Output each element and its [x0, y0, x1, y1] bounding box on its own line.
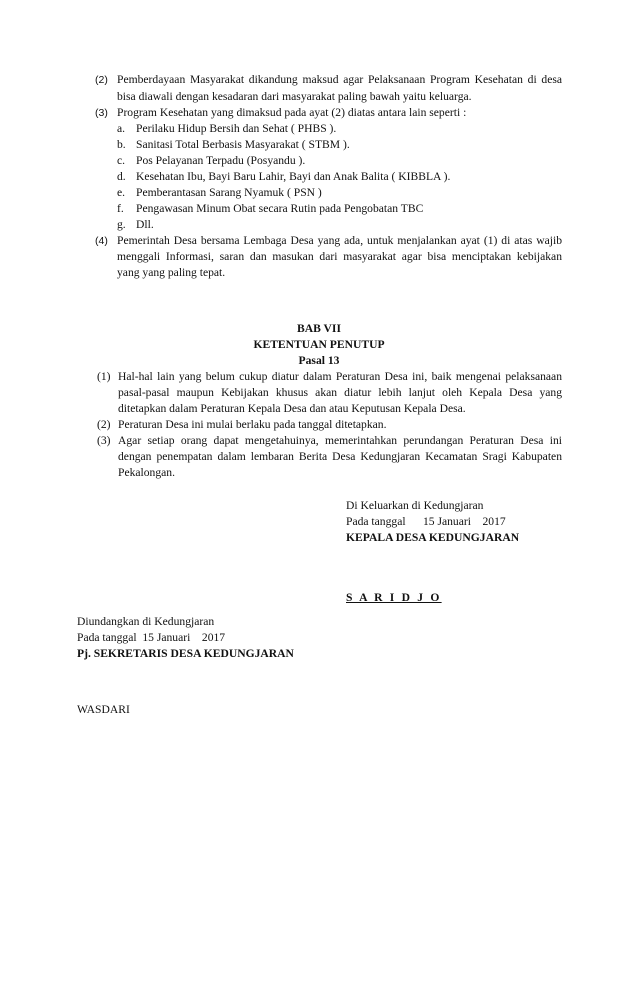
- article-title: Pasal 13: [298, 354, 340, 367]
- subitem-text: Pengawasan Minum Obat secara Rutin pada Pengobatan TBC: [136, 202, 424, 215]
- enacted-place: Diundangkan di Kedungjaran: [77, 615, 215, 628]
- item-text-line: Peraturan Desa ini mulai berlaku pada tanggal ditetapkan.: [118, 418, 387, 431]
- item-text-line: yang yang paling tepat.: [117, 266, 226, 279]
- issued-place: Di Keluarkan di Kedungjaran: [346, 499, 484, 512]
- enactor-signature-name: WASDARI: [77, 703, 130, 716]
- item-number: (2): [95, 74, 108, 86]
- enactor-title: Pj. SEKRETARIS DESA KEDUNGJARAN: [77, 647, 294, 660]
- item-text-line: Pekalongan.: [118, 466, 175, 479]
- item-text-line: Pemberdayaan Masyarakat dikandung maksud agar Pelaksanaan Program Kesehatan di desa: [117, 73, 562, 86]
- item-number: (2): [97, 418, 111, 431]
- issuer-title: KEPALA DESA KEDUNGJARAN: [346, 531, 520, 544]
- item-text-line: Agar setiap orang dapat mengetahuinya, memerintahkan perundangan Peraturan Desa ini: [118, 434, 562, 447]
- subitem-letter: e.: [117, 186, 126, 199]
- item-text-line: Program Kesehatan yang dimaksud pada ayat (2) diatas antara lain seperti :: [117, 106, 467, 119]
- subitem-text: Pemberantasan Sarang Nyamuk ( PSN ): [136, 186, 322, 199]
- subitem-letter: f.: [117, 202, 124, 215]
- item-text-line: ditetapkan dalam Peraturan Kepala Desa dan atau Keputusan Kepala Desa.: [118, 402, 466, 415]
- item-number: (1): [97, 370, 111, 383]
- subitem-letter: d.: [117, 170, 126, 183]
- item-text-line: Pemerintah Desa bersama Lembaga Desa yang ada, untuk menjalankan ayat (1) di atas wajib: [117, 234, 562, 247]
- chapter-number: BAB VII: [297, 322, 341, 335]
- item-text-line: Hal-hal lain yang belum cukup diatur dalam Peraturan Desa ini, baik mengenai pelaksanaan: [118, 370, 562, 383]
- item-number: (3): [95, 107, 108, 119]
- item-text-line: dengan penempatan dalam lembaran Berita Desa Kedungjaran Kecamatan Sragi Kabupaten: [118, 450, 562, 463]
- issued-date: Pada tanggal 15 Januari 2017: [346, 515, 506, 528]
- subitem-letter: c.: [117, 154, 126, 167]
- chapter-title: KETENTUAN PENUTUP: [253, 338, 385, 351]
- subitem-text: Dll.: [136, 218, 154, 231]
- item-text-line: bisa diawali dengan kesadaran dari masyarakat paling bawah yaitu keluarga.: [117, 90, 472, 103]
- item-text-line: pasal-pasal maupun Kebijakan khusus akan diatur lebih lanjut oleh Kepala Desa yang: [118, 386, 562, 399]
- item-number: (3): [97, 434, 111, 447]
- issuer-signature-name: S A R I D J O: [346, 591, 442, 604]
- item-text-line: menggali Informasi, saran dan masukan dari masyarakat agar bisa menciptakan kebijakan: [117, 250, 562, 263]
- subitem-text: Kesehatan Ibu, Bayi Baru Lahir, Bayi dan Anak Balita ( KIBBLA ).: [136, 170, 451, 183]
- subitem-letter: g.: [117, 218, 126, 231]
- subitem-letter: b.: [117, 138, 126, 151]
- subitem-text: Pos Pelayanan Terpadu (Posyandu ).: [136, 154, 306, 167]
- enacted-date: Pada tanggal 15 Januari 2017: [77, 631, 226, 644]
- subitem-text: Sanitasi Total Berbasis Masyarakat ( STBM ).: [136, 138, 350, 151]
- subitem-letter: a.: [117, 122, 126, 135]
- subitem-text: Perilaku Hidup Bersih dan Sehat ( PHBS ).: [136, 122, 337, 135]
- item-number: (4): [95, 235, 108, 247]
